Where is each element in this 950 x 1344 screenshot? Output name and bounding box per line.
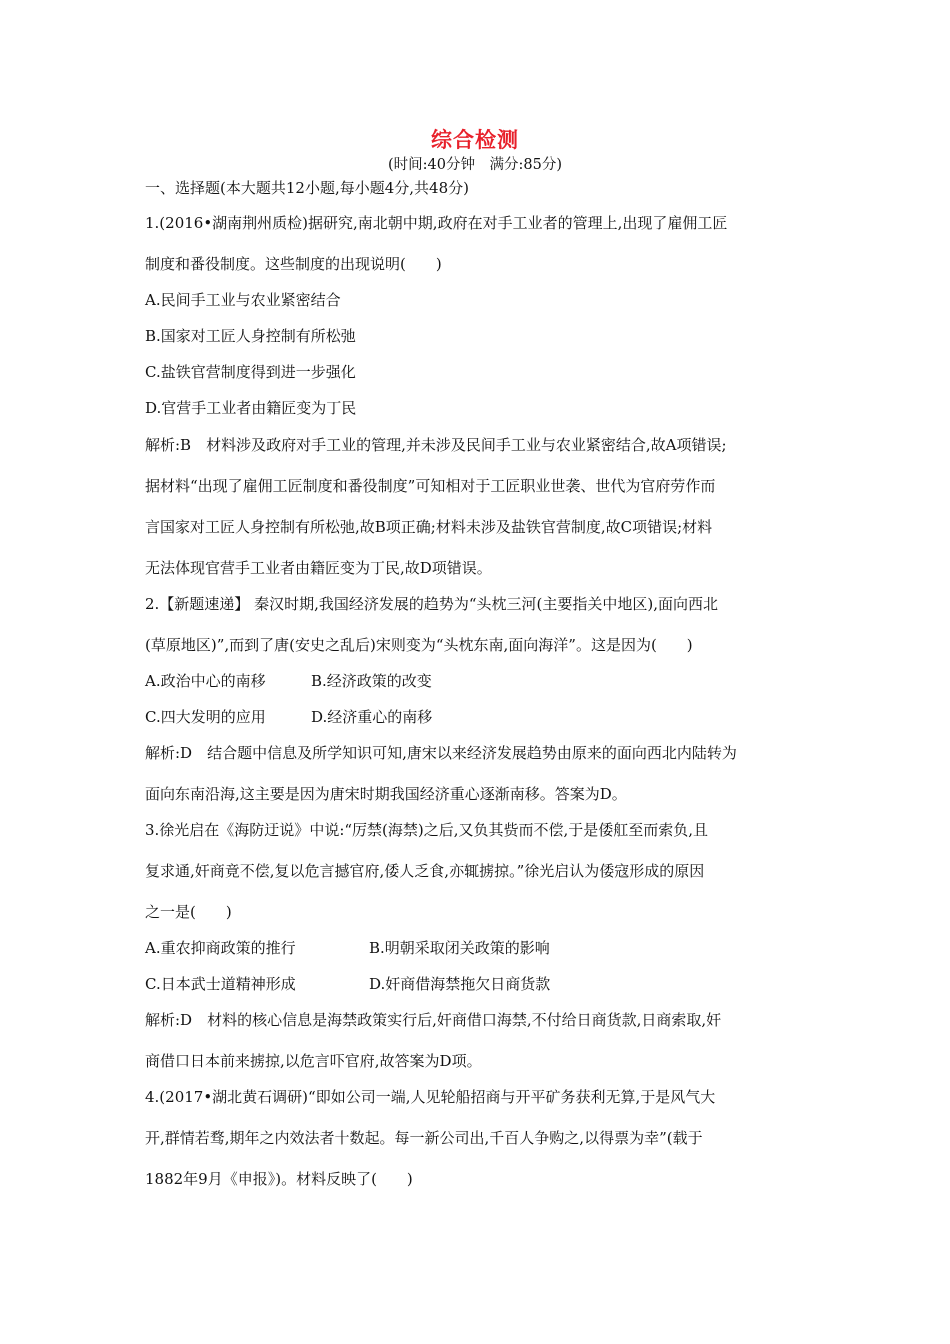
q2-stem-line1: 2.【新题速递】 秦汉时期,我国经济发展的趋势为“头枕三河(主要指关中地区),面向西北 <box>145 595 718 613</box>
q1-explanation-line1: 解析:B 材料涉及政府对手工业的管理,并未涉及民间手工业与农业紧密结合,故A项错误; <box>145 436 727 454</box>
q3-option-d: D.奸商借海禁拖欠日商货款 <box>369 975 551 993</box>
page-title: 综合检测 <box>431 128 519 152</box>
q2-option-b: B.经济政策的改变 <box>311 672 432 690</box>
q2-stem-line2: (草原地区)”,而到了唐(安史之乱后)宋则变为“头枕东南,面向海洋”。这是因为( ) <box>145 636 693 654</box>
q3-option-c: C.日本武士道精神形成 <box>145 975 296 993</box>
q3-option-a: A.重农抑商政策的推行 <box>145 939 296 957</box>
q1-explanation-line2: 据材料“出现了雇佣工匠制度和番役制度”可知相对于工匠职业世袭、世代为官府劳作而 <box>145 477 716 495</box>
q1-option-c: C.盐铁官营制度得到进一步强化 <box>145 363 356 381</box>
q1-explanation-line3: 言国家对工匠人身控制有所松弛,故B项正确;材料未涉及盐铁官营制度,故C项错误;材料 <box>145 518 713 536</box>
q3-option-b: B.明朝采取闭关政策的影响 <box>369 939 550 957</box>
q4-stem-line2: 开,群情若骛,期年之内效法者十数起。每一新公司出,千百人争购之,以得票为幸”(载于 <box>145 1129 703 1147</box>
q1-option-a: A.民间手工业与农业紧密结合 <box>145 291 341 309</box>
q4-stem-line3: 1882年9月《申报》)。材料反映了( ) <box>145 1170 413 1188</box>
q2-option-c: C.四大发明的应用 <box>145 708 266 726</box>
q3-explanation-line1: 解析:D 材料的核心信息是海禁政策实行后,奸商借口海禁,不付给日商货款,日商索取,奸 <box>145 1011 722 1029</box>
q3-explanation-line2: 商借口日本前来掳掠,以危言吓官府,故答案为D项。 <box>145 1052 482 1070</box>
q2-option-a: A.政治中心的南移 <box>145 672 266 690</box>
q2-explanation-line1: 解析:D 结合题中信息及所学知识可知,唐宋以来经济发展趋势由原来的面向西北内陆转为 <box>145 744 737 762</box>
q4-stem-line1: 4.(2017•湖北黄石调研)“即如公司一端,人见轮船招商与开平矿务获利无算,于是风气大 <box>145 1088 716 1106</box>
q1-option-b: B.国家对工匠人身控制有所松弛 <box>145 327 356 345</box>
q2-explanation-line2: 面向东南沿海,这主要是因为唐宋时期我国经济重心逐渐南移。答案为D。 <box>145 785 627 803</box>
q2-option-d: D.经济重心的南移 <box>311 708 433 726</box>
section-heading: 一、选择题(本大题共12小题,每小题4分,共48分) <box>145 179 469 197</box>
q3-stem-line1: 3.徐光启在《海防迂说》中说:“厉禁(海禁)之后,又负其赀而不偿,于是倭舡至而索负,且 <box>145 821 709 839</box>
q1-option-d: D.官营手工业者由籍匠变为丁民 <box>145 399 357 417</box>
q3-stem-line2: 复求通,奸商竟不偿,复以危言撼官府,倭人乏食,亦辄掳掠。”徐光启认为倭寇形成的原因 <box>145 862 705 880</box>
q1-stem-line1: 1.(2016•湖南荆州质检)据研究,南北朝中期,政府在对手工业者的管理上,出现了雇佣工匠 <box>145 214 728 232</box>
q1-explanation-line4: 无法体现官营手工业者由籍匠变为丁民,故D项错误。 <box>145 559 492 577</box>
q3-stem-line3: 之一是( ) <box>145 903 232 921</box>
q1-stem-line2: 制度和番役制度。这些制度的出现说明( ) <box>145 255 442 273</box>
exam-info: (时间:40分钟 满分:85分) <box>388 157 562 173</box>
